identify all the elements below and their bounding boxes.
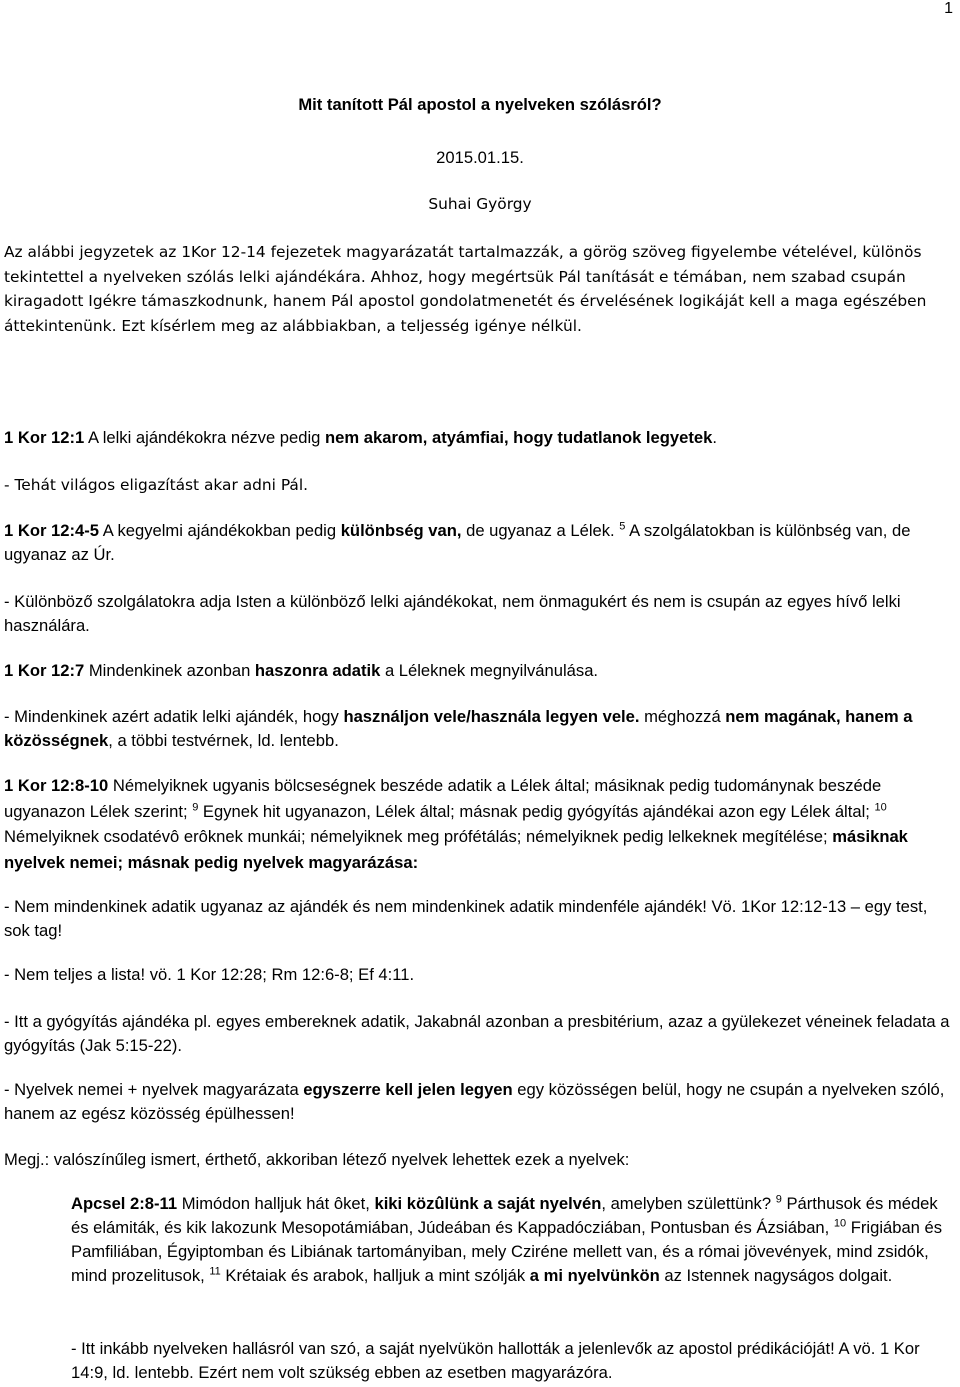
remark-paragraph: Megj.: valószínűleg ismert, érthető, akkoriban létező nyelvek lehettek ezek a nyelvek: [4,1150,630,1169]
author-name: Suhai György [428,195,532,213]
note-paragraph: - Különböző szolgálatokra adja Isten a különböző lelki ajándékokat, nem önmagukért és nem is csupán az egyes hívő lelki használára. [4,592,901,635]
acts-quote: Apcsel 2:8-11 Mimódon halljuk hát ôket, kiki közûlünk a saját nyelvén, amelyben születtünk? $^9$ Párthusok és médek és elámiták, és kik lakozunk Mesopotámiában, Júdeában és Kappadócziában, Pontusban és Ázsiában, $^{10}$ Frigiában és Pamfiliában, Égyiptomban és Libiának tartományiban, mely Cziréne mellett van, és a római jövevények, mind zsidók, mind prozelitusok, $^{11}$ Krétaiak és arabok, halljuk a mint szólják a mi nyelvünkön az Istennek nagyságos dolgait. [71,1193,943,1285]
verse-number: 9 [775,1193,782,1206]
verse-number: 9 [192,800,199,813]
verse-1kor-12-8-10: 1 Kor 12:8-10 Némelyiknek ugyanis bölcseségnek beszéde adatik a Lélek által; másiknak pedig tudománynak beszéde ugyanazon Lélek szerint; $^9$ Egynek hit ugyanazon, Lélek által; másnak pedig gyógyítás ajándékai azon egy Lélek által; $^{10}$ Némelyiknek csodatévô erôknek munkái; némelyiknek meg prófétálás; némelyiknek pedig lelkeknek megítélése; másiknak nyelvek nemei; másnak pedig nyelvek magyarázása: [4,776,908,872]
page-title: Mit tanított Pál apostol a nyelveken szólásról? [298,95,662,114]
verse-reference: 1 Kor 12:7 [4,661,85,680]
verse-reference: 1 Kor 12:8-10 [4,776,109,795]
verse-1kor-12-4-5: 1 Kor 12:4-5 A kegyelmi ajándékokban pedig különbség van, de ugyanaz a Lélek. $^5$ A szolgálatokban is különbség van, de ugyanaz az Úr. [4,520,911,564]
verse-reference: Apcsel 2:8-11 [71,1194,178,1213]
verse-number: 10 [833,1217,847,1230]
page-number: 1 [944,0,953,17]
note-paragraph: - Nem mindenkinek adatik ugyanaz az ajándék és nem mindenkinek adatik mindenféle ajándék! Vö. 1Kor 12:12-13 – egy test, sok tag! [4,897,928,940]
verse-number: 11 [209,1265,221,1278]
verse-reference: 1 Kor 12:1 [4,428,85,447]
note-paragraph: - Mindenkinek azért adatik lelki ajándék, hogy használjon vele/használa legyen vele. méghozzá nem magának, hanem a közösségnek, a többi testvérnek, ld. lentebb. [4,707,913,750]
document-date: 2015.01.15. [436,148,524,167]
note-paragraph: - Nem teljes a lista! vö. 1 Kor 12:28; Rm 12:6-8; Ef 4:11. [4,965,415,984]
note-paragraph: - Nyelvek nemei + nyelvek magyarázata egyszerre kell jelen legyen egy közösségen belül, hogy ne csupán a nyelveken szóló, hanem az egész közösség épülhessen! [4,1080,945,1123]
verse-1kor-12-7: 1 Kor 12:7 Mindenkinek azonban haszonra adatik a Léleknek megnyilvánulása. [4,661,599,680]
note-paragraph: - Itt a gyógyítás ajándéka pl. egyes embereknek adatik, Jakabnál azonban a presbitérium, azaz a gyülekezet véneinek feladata a gyógyítás (Jak 5:15-22). [4,1012,950,1055]
verse-number: 5 [619,520,626,533]
verse-1kor-12-1: 1 Kor 12:1 A lelki ajándékokra nézve pedig nem akarom, atyámfiai, hogy tudatlanok legyetek. [4,428,717,447]
intro-paragraph: Az alábbi jegyzetek az 1Kor 12-14 fejezetek magyarázatát tartalmazzák, a görög szöveg figyelembe vételével, különös tekintettel a nyelveken szólás lelki ajándékára. Ahhoz, hogy megértsük Pál tanítását e témában, nem szabad csupán kiragadott Igékre támaszkodnunk, hanem Pál apostol gondolatmenetét és érvelésének logikáját kell a maga egészében áttekintenünk. Ezt kísérlem meg az alábbiakban, a teljesség igénye nélkül. [4,243,927,335]
note-paragraph: - Itt inkább nyelveken hallásról van szó, a saját nyelvükön hallották a jelenlevők az apostol prédikációját! A vö. 1 Kor 14:9, ld. lentebb. Ezért nem volt szükség ebben az esetben magyarázóra. [71,1339,920,1382]
verse-reference: 1 Kor 12:4-5 [4,521,99,540]
note-paragraph: - Tehát világos eligazítást akar adni Pál. [4,476,309,494]
verse-number: 10 [874,800,887,813]
